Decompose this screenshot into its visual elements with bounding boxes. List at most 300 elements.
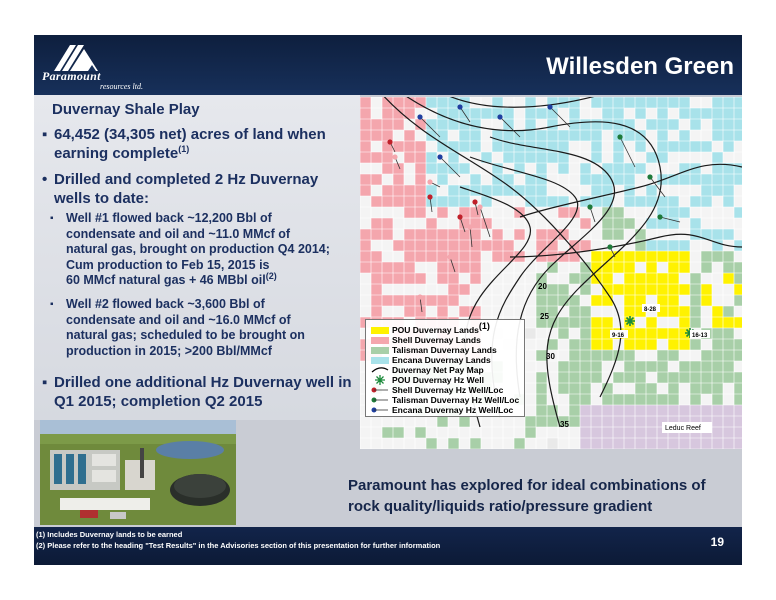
land-parcel: [624, 339, 635, 350]
land-parcel: [470, 174, 481, 185]
land-parcel: [426, 97, 437, 108]
land-parcel: [646, 262, 657, 273]
well-marker: [387, 139, 392, 144]
land-parcel: [690, 196, 701, 207]
land-parcel: [536, 405, 547, 416]
land-parcel: [635, 108, 646, 119]
land-parcel: [415, 427, 426, 438]
land-parcel: [415, 141, 426, 152]
land-parcel: [393, 273, 404, 284]
land-parcel: [415, 185, 426, 196]
square-bullet-icon: ▪: [50, 299, 54, 310]
land-parcel: [536, 108, 547, 119]
land-parcel: [602, 251, 613, 262]
land-parcel: [459, 240, 470, 251]
land-parcel: [602, 339, 613, 350]
land-parcel: [558, 207, 569, 218]
land-parcel: [470, 273, 481, 284]
land-parcel: [624, 284, 635, 295]
land-parcel: [723, 328, 734, 339]
land-parcel: [613, 394, 624, 405]
land-parcel: [701, 405, 712, 416]
land-parcel: [525, 416, 536, 427]
land-parcel: [723, 416, 734, 427]
land-parcel: [712, 416, 723, 427]
land-parcel: [734, 350, 742, 361]
land-parcel: [734, 405, 742, 416]
land-parcel: [734, 119, 742, 130]
land-parcel: [580, 394, 591, 405]
land-parcel: [668, 284, 679, 295]
land-parcel: [437, 229, 448, 240]
land-parcel: [360, 185, 371, 196]
land-parcel: [492, 229, 503, 240]
land-parcel: [635, 284, 646, 295]
land-parcel: [679, 372, 690, 383]
land-parcel: [668, 262, 679, 273]
land-parcel: [360, 119, 371, 130]
land-parcel: [525, 328, 536, 339]
legend-item: Talisman Duvernay Hz Well/Loc: [392, 395, 520, 405]
land-parcel: [481, 108, 492, 119]
land-parcel: [437, 196, 448, 207]
land-parcel: [382, 130, 393, 141]
land-parcel: [382, 273, 393, 284]
land-parcel: [602, 405, 613, 416]
land-parcel: [415, 240, 426, 251]
land-parcel: [393, 174, 404, 185]
land-parcel: [624, 218, 635, 229]
land-parcel: [404, 262, 415, 273]
land-parcel: [503, 152, 514, 163]
land-parcel: [679, 97, 690, 108]
well1-cum-text: 60 MMcf natural gas + 46 MBbl oil: [66, 273, 266, 287]
land-parcel: [635, 328, 646, 339]
land-parcel: [723, 185, 734, 196]
land-parcel: [437, 295, 448, 306]
land-parcel: [668, 251, 679, 262]
land-parcel: [657, 361, 668, 372]
land-parcel: [426, 438, 437, 449]
land-parcel: [492, 240, 503, 251]
land-parcel: [382, 185, 393, 196]
land-parcel: [404, 185, 415, 196]
land-parcel: [569, 394, 580, 405]
land-parcel: [701, 295, 712, 306]
land-parcel: [580, 339, 591, 350]
land-parcel: [426, 251, 437, 262]
land-parcel: [613, 438, 624, 449]
land-parcel: [459, 416, 470, 427]
land-parcel: [712, 317, 723, 328]
bullet-additional-well: [42, 373, 360, 411]
land-parcel: [558, 361, 569, 372]
legend-swatch: [371, 347, 389, 354]
land-parcel: [547, 284, 558, 295]
land-parcel: [690, 339, 701, 350]
land-parcel: [459, 196, 470, 207]
land-parcel: [624, 438, 635, 449]
land-parcel: [404, 240, 415, 251]
well1-line: [66, 270, 360, 289]
land-parcel: [624, 372, 635, 383]
land-parcel: [690, 405, 701, 416]
land-parcel: [591, 361, 602, 372]
land-parcel: [536, 185, 547, 196]
land-parcel: [635, 229, 646, 240]
land-parcel: [701, 372, 712, 383]
land-parcel: [734, 207, 742, 218]
land-parcel: [437, 306, 448, 317]
well-marker: [587, 204, 592, 209]
land-parcel: [404, 273, 415, 284]
land-parcel: [382, 108, 393, 119]
legend-item: Shell Duvernay Hz Well/Loc: [392, 385, 504, 395]
land-parcel: [668, 240, 679, 251]
well1-line: natural gas, brought on production Q4 2014;: [66, 242, 330, 256]
land-parcel: [536, 240, 547, 251]
land-parcel: [591, 152, 602, 163]
land-parcel: [580, 361, 591, 372]
land-parcel: [657, 372, 668, 383]
land-parcel: [723, 438, 734, 449]
well-marker: [607, 244, 612, 249]
well-marker: [417, 294, 422, 299]
land-parcel: [514, 229, 525, 240]
land-parcel: [668, 97, 679, 108]
land-parcel: [547, 262, 558, 273]
land-parcel: [701, 284, 712, 295]
land-parcel: [646, 317, 657, 328]
land-parcel: [569, 350, 580, 361]
land-parcel: [723, 317, 734, 328]
land-parcel: [371, 262, 382, 273]
land-parcel: [723, 350, 734, 361]
land-parcel: [591, 119, 602, 130]
land-parcel: [657, 130, 668, 141]
land-parcel: [382, 262, 393, 273]
land-parcel: [525, 196, 536, 207]
land-parcel: [437, 251, 448, 262]
land-parcel: [635, 438, 646, 449]
legend-item: Shell Duvernay Lands: [392, 335, 481, 345]
land-parcel: [602, 394, 613, 405]
land-parcel: [591, 174, 602, 185]
bullet-acres-text: 64,452 (34,305 net) acres of land when earning complete: [54, 126, 326, 162]
land-parcel: [536, 196, 547, 207]
land-parcel: [514, 152, 525, 163]
bullet-wells-text: Drilled and completed 2 Hz Duvernay wells to date:: [54, 171, 319, 207]
land-parcel: [613, 152, 624, 163]
land-parcel: [712, 350, 723, 361]
land-parcel: [613, 372, 624, 383]
map-caption: [348, 475, 738, 517]
land-parcel: [558, 328, 569, 339]
land-parcel: [360, 229, 371, 240]
land-parcel: [426, 163, 437, 174]
footnote-ref-1: (1): [178, 144, 190, 154]
legend-item: [392, 321, 490, 335]
land-parcel: [547, 119, 558, 130]
land-parcel: [624, 174, 635, 185]
land-parcel: [657, 438, 668, 449]
land-parcel: [360, 152, 371, 163]
land-parcel: [734, 295, 742, 306]
land-parcel: [591, 372, 602, 383]
land-parcel: [437, 207, 448, 218]
land-parcel: [437, 240, 448, 251]
land-parcel: [525, 152, 536, 163]
land-parcel: [679, 262, 690, 273]
well-marker: [472, 199, 477, 204]
land-parcel: [624, 119, 635, 130]
land-parcel: [690, 394, 701, 405]
land-parcel: [591, 328, 602, 339]
land-parcel: [679, 130, 690, 141]
land-parcel: [602, 229, 613, 240]
land-parcel: [723, 130, 734, 141]
land-parcel: [624, 273, 635, 284]
land-parcel: [657, 108, 668, 119]
land-parcel: [701, 350, 712, 361]
land-parcel: [679, 361, 690, 372]
well-marker: [417, 114, 422, 119]
land-parcel: [679, 141, 690, 152]
land-parcel: [657, 119, 668, 130]
land-parcel: [668, 328, 679, 339]
land-parcel: [679, 284, 690, 295]
land-parcel: [701, 251, 712, 262]
land-parcel: [580, 438, 591, 449]
land-parcel: [646, 284, 657, 295]
land-parcel: [635, 251, 646, 262]
legend-item: Encana Duvernay Hz Well/Loc: [392, 405, 514, 415]
land-parcel: [437, 97, 448, 108]
land-parcel: [679, 306, 690, 317]
land-parcel: [679, 438, 690, 449]
land-parcel: [591, 438, 602, 449]
land-parcel: [635, 97, 646, 108]
land-parcel: [426, 229, 437, 240]
land-parcel: [547, 438, 558, 449]
land-parcel: [668, 273, 679, 284]
land-parcel: [602, 97, 613, 108]
land-parcel: [679, 240, 690, 251]
land-parcel: [602, 427, 613, 438]
land-parcel: [393, 196, 404, 207]
land-parcel: [635, 427, 646, 438]
land-parcel: [382, 152, 393, 163]
legend-swatch: [371, 337, 389, 344]
land-parcel: [492, 251, 503, 262]
land-parcel: [690, 273, 701, 284]
land-parcel: [591, 97, 602, 108]
land-parcel: [536, 130, 547, 141]
header-bar: [34, 35, 742, 95]
land-parcel: [613, 262, 624, 273]
land-parcel: [712, 372, 723, 383]
land-parcel: [591, 295, 602, 306]
land-parcel: [690, 372, 701, 383]
land-parcel: [580, 218, 591, 229]
land-parcel: [668, 350, 679, 361]
land-parcel: [734, 273, 742, 284]
land-parcel: [371, 273, 382, 284]
land-parcel: [503, 108, 514, 119]
land-parcel: [591, 350, 602, 361]
land-parcel: [679, 251, 690, 262]
land-parcel: [580, 383, 591, 394]
land-parcel: [591, 416, 602, 427]
land-parcel: [701, 361, 712, 372]
land-parcel: [712, 328, 723, 339]
well1-line: Well #1 flowed back ~12,200 Bbl of: [66, 211, 272, 225]
land-parcel: [734, 262, 742, 273]
land-parcel: [558, 383, 569, 394]
land-parcel: [657, 350, 668, 361]
land-parcel: [470, 229, 481, 240]
contour-label: 20: [538, 282, 547, 291]
land-parcel: [723, 97, 734, 108]
land-parcel: [492, 141, 503, 152]
legend-item: Duvernay Net Pay Map: [392, 365, 484, 375]
land-parcel: [712, 119, 723, 130]
well-marker: [477, 204, 482, 209]
land-parcel: [624, 295, 635, 306]
land-parcel: [415, 306, 426, 317]
land-parcel: [701, 185, 712, 196]
land-parcel: [536, 416, 547, 427]
land-parcel: [712, 229, 723, 240]
land-parcel: [624, 163, 635, 174]
land-parcel: [723, 251, 734, 262]
land-parcel: [602, 295, 613, 306]
land-parcel: [569, 317, 580, 328]
land-parcel: [415, 251, 426, 262]
land-parcel: [635, 163, 646, 174]
land-parcel: [569, 339, 580, 350]
land-parcel: [723, 361, 734, 372]
well-label: 9-16: [612, 333, 625, 339]
land-parcel: [382, 229, 393, 240]
land-parcel: [591, 251, 602, 262]
land-parcel: [580, 130, 591, 141]
land-parcel: [734, 97, 742, 108]
land-parcel: [569, 108, 580, 119]
talisman-well-icon: [371, 395, 389, 405]
legend-item: Talisman Duvernay Lands: [392, 345, 497, 355]
legend-item: Encana Duvernay Lands: [392, 355, 491, 365]
land-parcel: [690, 317, 701, 328]
land-parcel: [723, 262, 734, 273]
land-parcel: [657, 218, 668, 229]
land-parcel: [448, 108, 459, 119]
land-parcel: [360, 141, 371, 152]
land-parcel: [635, 405, 646, 416]
page-number: 19: [710, 535, 724, 549]
land-parcel: [712, 174, 723, 185]
land-parcel: [404, 306, 415, 317]
land-parcel: [701, 383, 712, 394]
land-parcel: [613, 97, 624, 108]
land-parcel: [470, 108, 481, 119]
land-parcel: [580, 163, 591, 174]
well-site-photo: [40, 420, 236, 525]
well2-line: production in 2015; >200 Bbl/MMcf: [66, 343, 272, 358]
land-parcel: [635, 372, 646, 383]
land-parcel: [536, 141, 547, 152]
well2-line: Well #2 flowed back ~3,600 Bbl of: [66, 297, 265, 311]
land-parcel: [404, 130, 415, 141]
land-parcel: [580, 328, 591, 339]
land-parcel: [712, 108, 723, 119]
land-parcel: [734, 240, 742, 251]
map-legend: [365, 319, 525, 417]
land-parcel: [668, 372, 679, 383]
caption-line: rock quality/liquids ratio/pressure gradient: [348, 498, 653, 515]
land-parcel: [470, 130, 481, 141]
land-parcel: [624, 361, 635, 372]
shell-well-icon: [371, 385, 389, 395]
land-parcel: [712, 97, 723, 108]
land-parcel: [734, 438, 742, 449]
land-parcel: [415, 273, 426, 284]
land-parcel: [580, 405, 591, 416]
land-parcel: [613, 174, 624, 185]
land-parcel: [646, 361, 657, 372]
land-parcel: [371, 306, 382, 317]
land-parcel: [536, 295, 547, 306]
land-parcel: [448, 284, 459, 295]
land-parcel: [404, 152, 415, 163]
land-parcel: [646, 438, 657, 449]
land-parcel: [503, 185, 514, 196]
land-parcel: [668, 295, 679, 306]
land-parcel: [613, 141, 624, 152]
footnote-ref-2: (2): [265, 270, 277, 281]
land-parcel: [525, 427, 536, 438]
land-parcel: [536, 152, 547, 163]
well-marker: [392, 154, 397, 159]
contour-label: 25: [540, 312, 549, 321]
well2-line: natural gas; scheduled to be brought on: [66, 328, 305, 342]
land-parcel: [646, 383, 657, 394]
land-parcel: [701, 108, 712, 119]
land-parcel: [624, 350, 635, 361]
land-parcel: [558, 372, 569, 383]
land-parcel: [459, 262, 470, 273]
well-marker: [457, 104, 462, 109]
section-subheading: Duvernay Shale Play: [52, 101, 200, 118]
land-parcel: [712, 361, 723, 372]
land-parcel: [558, 317, 569, 328]
land-parcel: [536, 229, 547, 240]
land-parcel: [646, 394, 657, 405]
pou-well-star-icon: [371, 375, 389, 385]
land-parcel: [690, 218, 701, 229]
land-parcel: [613, 229, 624, 240]
well-marker: [467, 224, 472, 229]
land-parcel: [690, 284, 701, 295]
land-parcel: [602, 317, 613, 328]
land-parcel: [646, 328, 657, 339]
land-parcel: [371, 251, 382, 262]
land-parcel: [679, 108, 690, 119]
land-parcel: [371, 130, 382, 141]
land-parcel: [580, 317, 591, 328]
well-marker: [447, 254, 452, 259]
land-parcel: [635, 196, 646, 207]
